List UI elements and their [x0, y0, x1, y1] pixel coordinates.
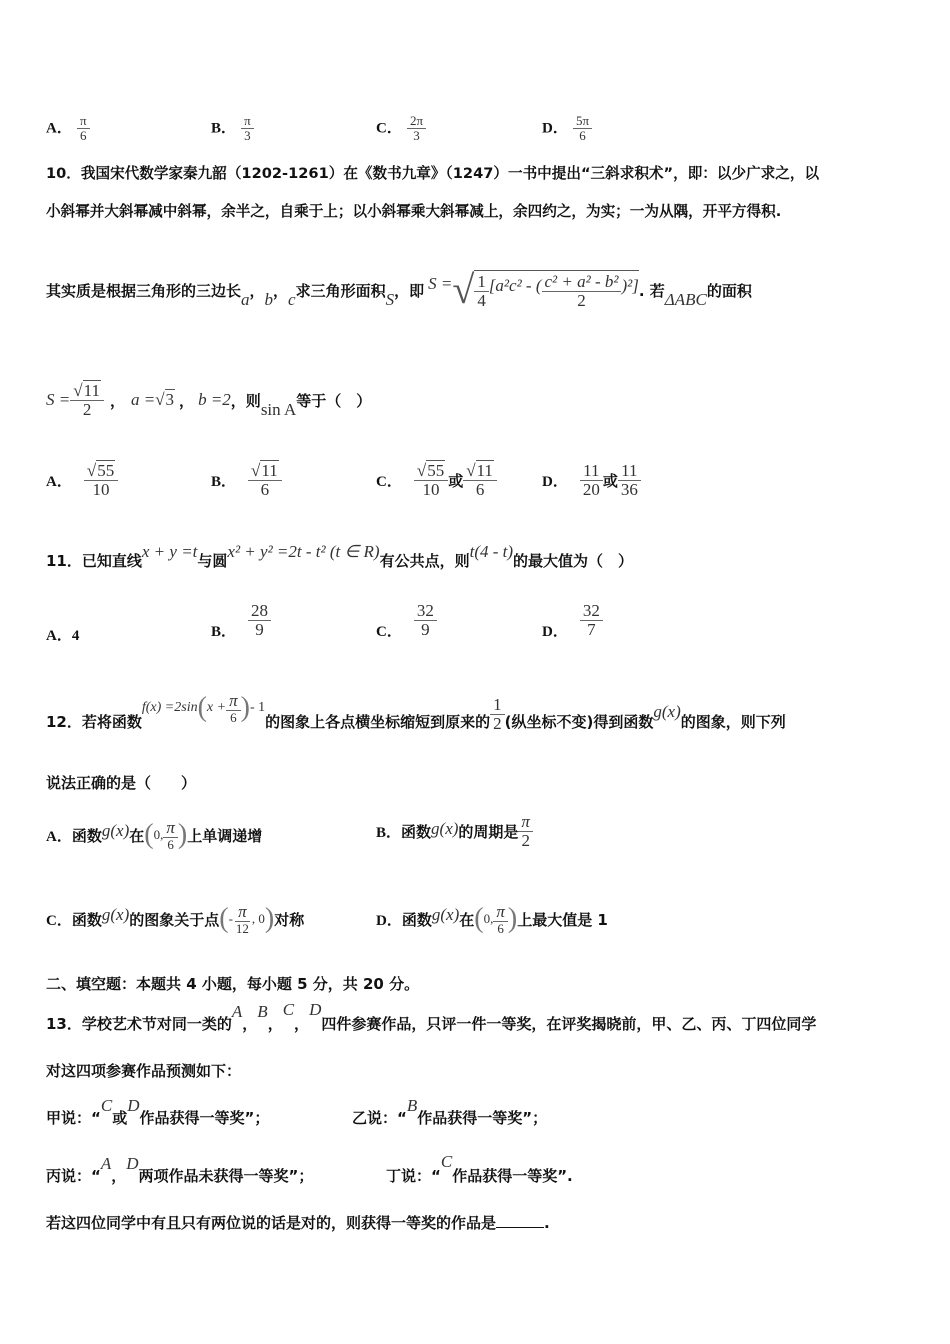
heron-formula: S = √ $\frac{1}{4}$ [a²c² - ( $\frac{\text{c² + a² - b²}}{2}$ )²]: [428, 267, 639, 312]
q13-jia: 甲说：“ C 或 D 作品获得一等奖”；: [46, 1096, 270, 1127]
q11-stem: 11．已知直线 x + y =t 与圆 x² + y² =2t - t² (t ∈ R) 有公共点，则 t(4 - t) 的最大值为（ ）: [46, 542, 634, 570]
answer-blank[interactable]: [496, 1227, 544, 1228]
q10-option-c: C． $\frac{√55}{10}$ 或 $\frac{√11}{6}$: [376, 462, 497, 499]
q10-option-d: D． $\frac{11}{20}$ 或 $\frac{11}{36}$: [542, 462, 641, 499]
q9-option-c: C． $\frac{2\pi}{3}$: [376, 114, 426, 142]
fraction: $\frac{\pi}{6}$: [77, 114, 90, 142]
q11-option-c: C． $\frac{32}{9}$: [376, 600, 437, 641]
q13-bing: 丙说：“ A ， D 两项作品未获得一等奖”；: [46, 1154, 314, 1185]
q12-option-c: C． 函数 g(x) 的图象关于点 ( - $\frac{\pi}{12}$ , 0 ) 对称: [46, 901, 305, 936]
q10-line1: 10．我国宋代数学家秦九韶（1202-1261）在《数书九章》（1247）一书中提出“三斜求积术”，即：以少广求之，以: [46, 165, 820, 182]
q12-option-d: D． 函数 g(x) 在 ( 0, $\frac{\pi}{6}$ ) 上最大值是 1: [376, 901, 608, 936]
q10-given: S = $\frac{√11}{2}$ ， a = √ 3 ， b =2 ，则 sin A 等于（ ）: [46, 380, 372, 419]
q11-option-b: B． $\frac{28}{9}$: [211, 600, 271, 641]
f-definition: f(x) =2sin ( x + $\frac{\pi}{6}$ ) - 1: [141, 690, 266, 725]
q9-option-a: A． $\frac{\pi}{6}$: [46, 114, 90, 142]
q9-option-d: D． $\frac{5\pi}{6}$: [542, 114, 592, 142]
q9-options: [46, 102, 646, 148]
q10-line3: 其实质是根据三角形的三边长 a ， b ， c 求三角形面积 S ，即 S = √ $\frac{1}{4}$ [a²c² - ( $\frac{\text{c² + a² - b²}}{2}$ )²] . 若 ΔABC 的面积: [46, 267, 752, 312]
q11-option-d: D． $\frac{32}{7}$: [542, 600, 603, 641]
q13-stem: 13．学校艺术节对同一类的 A ， B ， C ， D 四件参赛作品，只评一件一等奖，在评奖揭晓前，甲、乙、丙、丁四位同学: [46, 1000, 817, 1033]
q10-option-a: A． $\frac{√55}{10}$: [46, 462, 118, 499]
q12-option-a: A． 函数 g(x) 在 ( 0, $\frac{\pi}{6}$ ) 上单调递增: [46, 817, 263, 852]
q11-option-a: A．4: [46, 628, 80, 644]
q9-option-b: B． $\frac{\pi}{3}$: [211, 114, 254, 142]
q10-options: [46, 456, 686, 512]
q12-line2: 说法正确的是（ ）: [46, 774, 197, 792]
q13-ding: 丁说：“ C 作品获得一等奖”.: [386, 1152, 573, 1185]
q13-line2: 对这四项参赛作品预测如下：: [46, 1062, 242, 1080]
q13-question: 若这四位同学中有且只有两位说的话是对的，则获得一等奖的作品是 .: [46, 1214, 550, 1232]
q13-yi: 乙说：“ B 作品获得一等奖”；: [352, 1096, 548, 1127]
q12-stem: 12．若将函数 f(x) =2sin ( x + $\frac{\pi}{6}$ ) - 1 的图象上各点横坐标缩短到原来的 $\frac{1}{2}$ (纵坐标不变)得到函数 g(x) 的图象，则下列: [46, 690, 786, 733]
q10-line2: 小斜幂并大斜幂减中斜幂，余半之，自乘于上；以小斜幂乘大斜幂减上，余四约之，为实；一为从隅，开平方得积.: [46, 203, 782, 220]
section-heading: 二、填空题：本题共 4 小题，每小题 5 分，共 20 分。: [46, 975, 420, 993]
q10-option-b: B． $\frac{√11}{6}$: [211, 462, 282, 499]
q12-option-b: B． 函数 g(x) 的周期是 $\frac{\pi}{2}$: [376, 806, 533, 856]
q11-options: [46, 600, 686, 652]
